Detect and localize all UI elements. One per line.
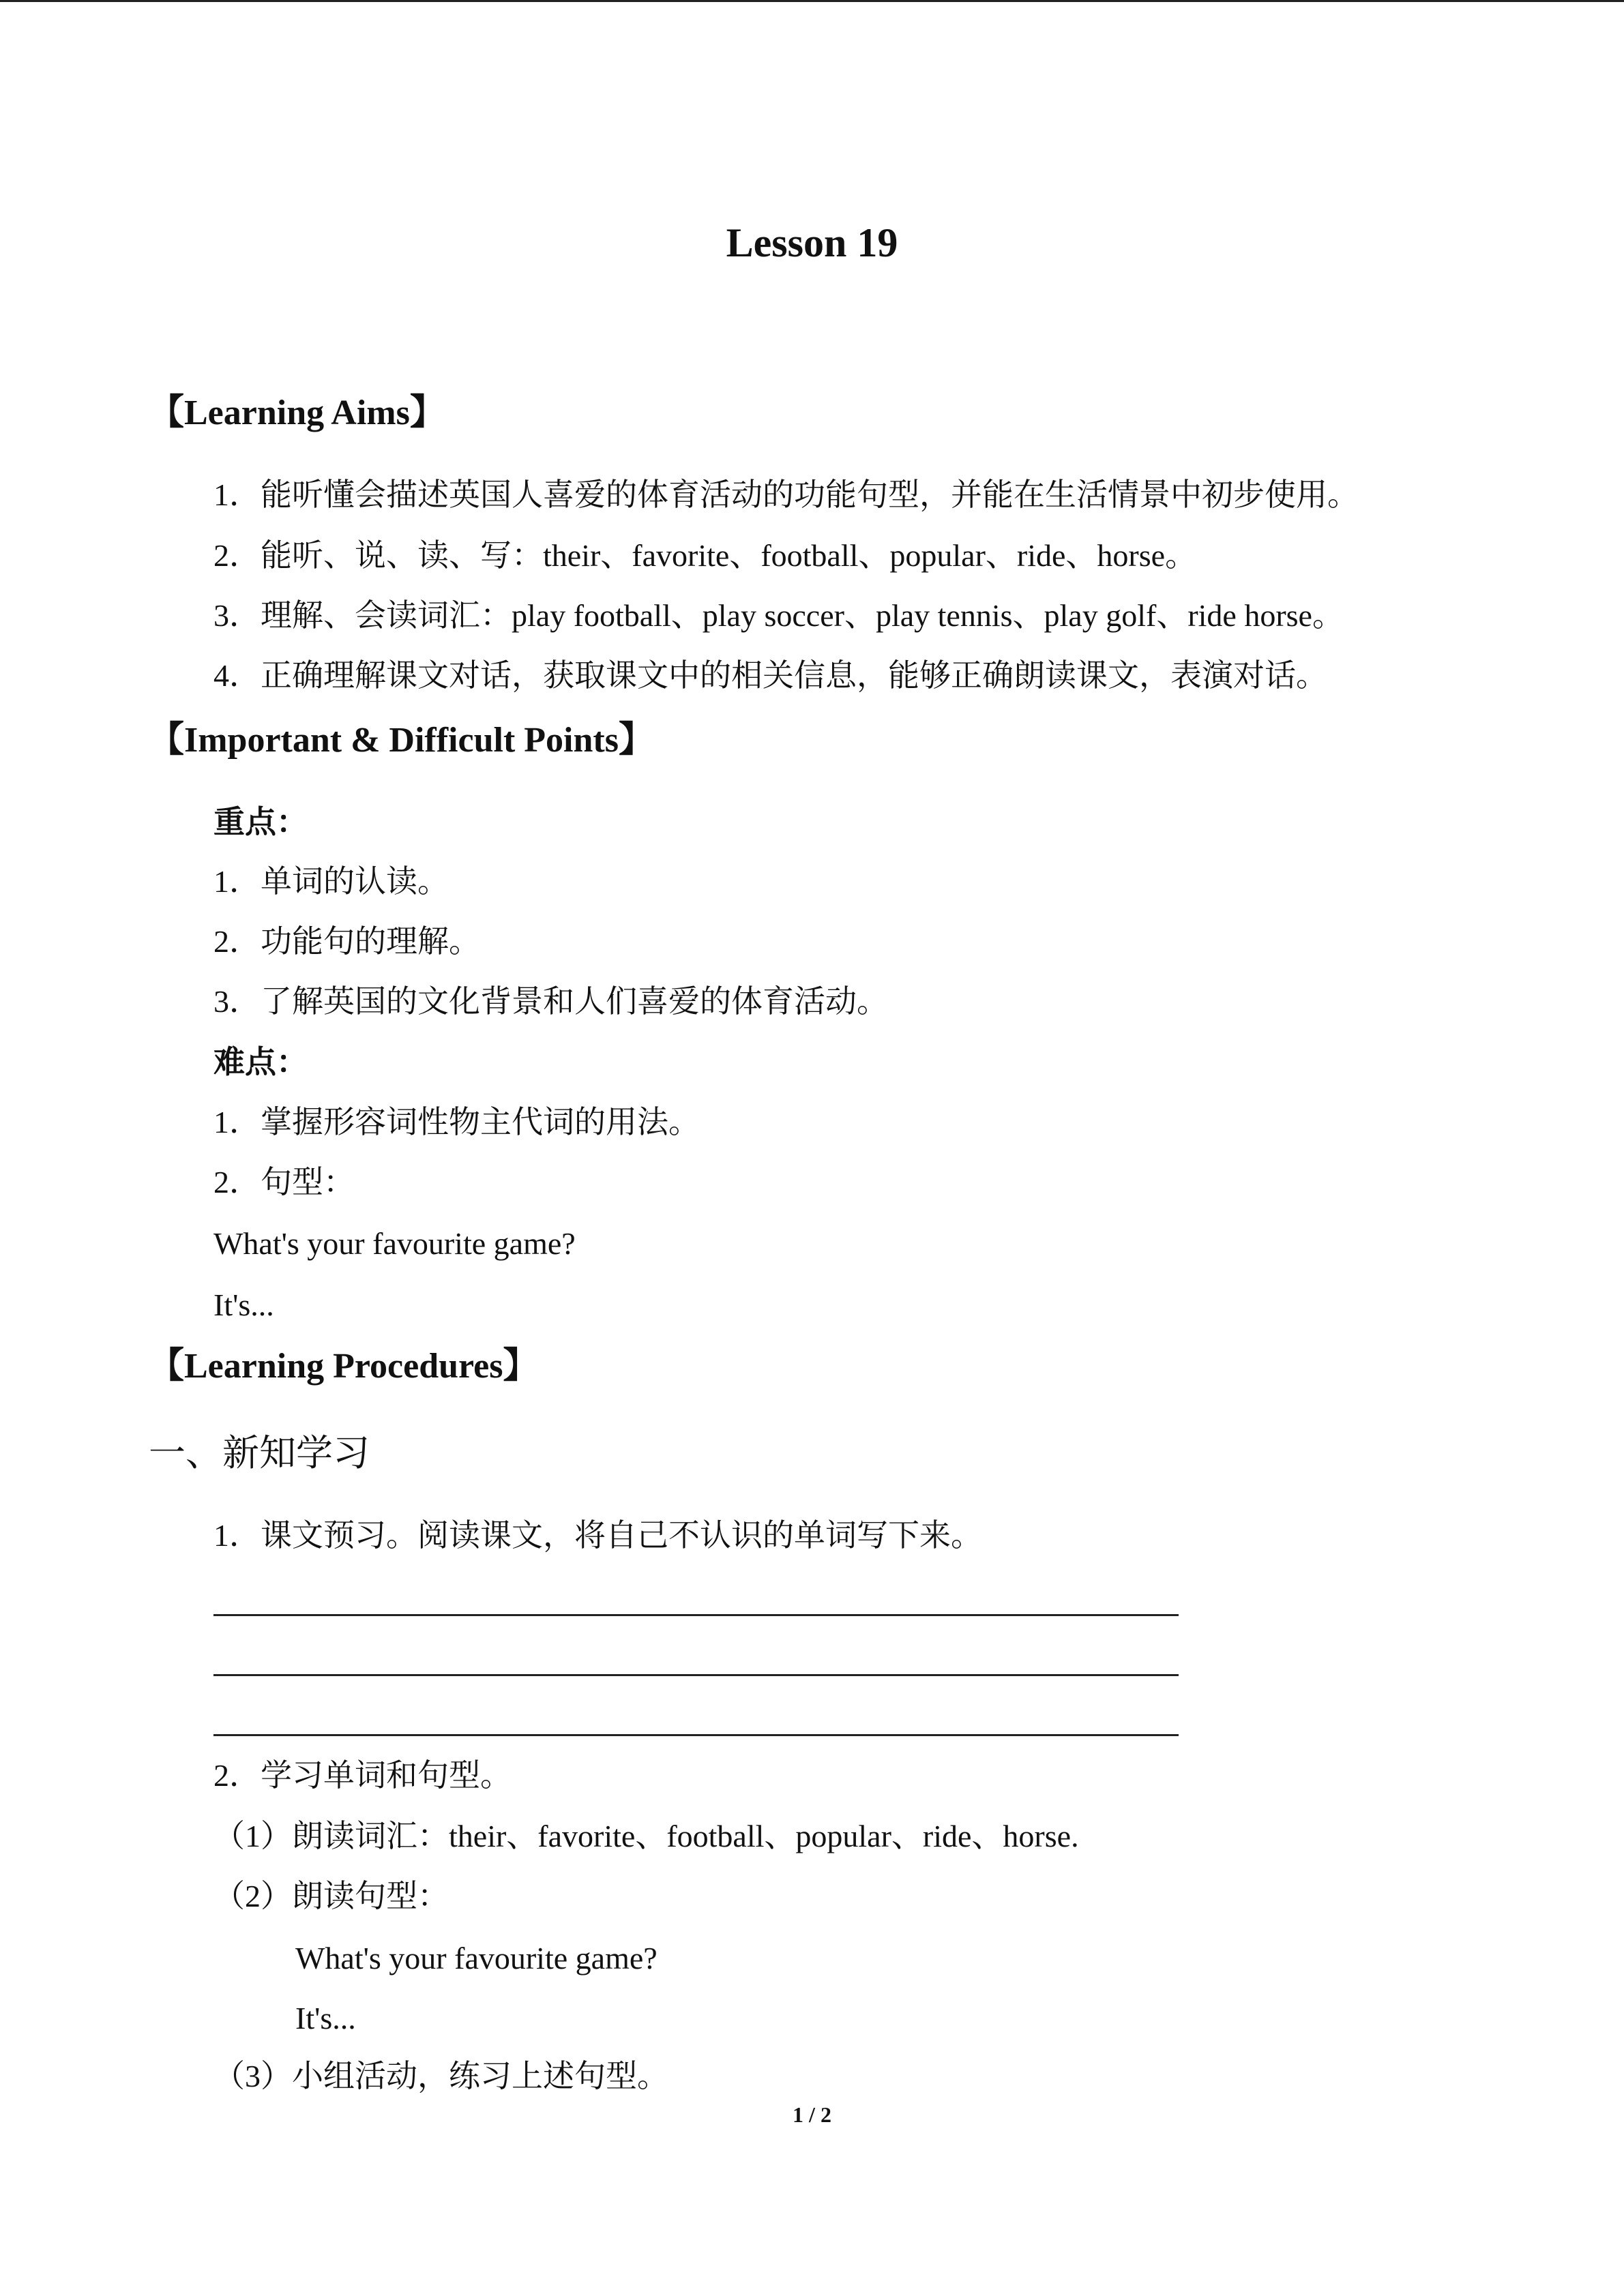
step-2: 2．学习单词和句型。 [213,1758,512,1793]
difficult-item-1: 1．掌握形容词性物主代词的用法。 [213,1105,700,1139]
section-title: 一、新知学习 [149,1433,370,1474]
learning-procedures-heading: 【Learning Procedures】 [149,1347,539,1386]
key-item-1: 1．单词的认读。 [213,864,449,899]
step-1: 1．课文预习。阅读课文，将自己不认识的单词写下来。 [213,1518,982,1553]
sentence-answer: It's... [213,1287,274,1322]
learning-aims-heading: 【Learning Aims】 [149,393,445,432]
sub-step-1: （1）朗读词汇：their、favorite、football、popular、ride、horse. [213,1819,1079,1853]
page-top-border [0,0,1624,2]
aim-item-3: 3．理解、会读词汇：play football、play soccer、play tennis、play golf、ride horse。 [213,598,1344,633]
sub-sentence-answer: It's... [295,2001,356,2036]
key-item-3: 3．了解英国的文化背景和人们喜爱的体育活动。 [213,984,888,1019]
key-item-2: 2．功能句的理解。 [213,924,480,959]
sub-sentence-question: What's your favourite game? [295,1941,658,1976]
sub-step-2: （2）朗读句型： [213,1879,449,1913]
aim-item-2: 2．能听、说、读、写：their、favorite、football、popular、ride、horse。 [213,538,1197,573]
aim-item-1: 1．能听懂会描述英国人喜爱的体育活动的功能句型，并能在生活情景中初步使用。 [213,477,1359,512]
sentence-question: What's your favourite game? [213,1226,576,1261]
difficult-points-label: 难点： [213,1045,308,1079]
key-points-label: 重点： [213,805,308,839]
aim-item-4: 4．正确理解课文对话，获取课文中的相关信息，能够正确朗读课文，表演对话。 [213,658,1327,693]
answer-blank-line[interactable] [213,1734,1179,1736]
difficult-item-2: 2．句型： [213,1165,355,1199]
sub-step-3: （3）小组活动，练习上述句型。 [213,2059,668,2093]
page-title: Lesson 19 [726,220,898,265]
important-points-heading: 【Important & Difficult Points】 [149,721,654,760]
answer-blank-line[interactable] [213,1674,1179,1676]
answer-blank-line[interactable] [213,1614,1179,1616]
page-number: 1 / 2 [793,2102,831,2127]
